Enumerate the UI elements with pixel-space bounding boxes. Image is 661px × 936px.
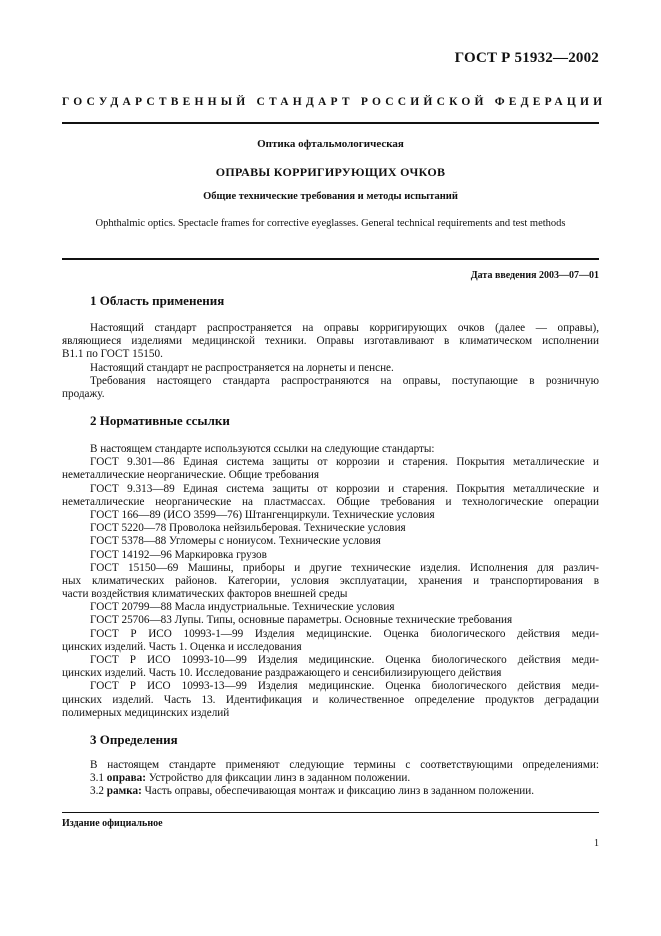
reference-line: ГОСТ 166—89 (ИСО 3599—76) Штангенциркули. Технические условия [90, 508, 435, 521]
definition-term: оправа: [106, 772, 146, 785]
section-body-definitions [90, 759, 599, 799]
definition-item [90, 785, 599, 798]
definitions-intro: В настоящем стандарте применяют следующие термины с соответствующими определениями: [90, 759, 599, 771]
reference-line: полимерных медицинских изделий [62, 706, 230, 719]
definition-text: Часть оправы, обеспечивающая монтаж и фиксацию линз в заданном положении. [144, 785, 535, 798]
reference-line: ГОСТ 25706—83 Лупы. Типы, основные параметры. Основные технические требования [90, 614, 513, 627]
paragraph-line: Настоящий стандарт не распространяется на лорнеты и пенсне. [90, 361, 394, 374]
title-bottom-rule [62, 258, 599, 260]
state-standard-title: ГОСУДАРСТВЕННЫЙ СТАНДАРТ РОССИЙСКОЙ ФЕДЕРАЦИИ [62, 96, 607, 108]
paragraph-line: Настоящий стандарт распространяется на оправы корригирующих очков (далее — оправы), [90, 322, 599, 334]
reference-line: цинских изделий. Часть 1. Оценка и исследования [62, 640, 302, 653]
reference-line: ГОСТ Р ИСО 10993-1—99 Изделия медицинские. Оценка биологического действия меди- [90, 627, 599, 640]
section-heading-scope: 1 Область применения [90, 293, 225, 308]
paragraph-line: продажу. [62, 387, 105, 400]
reference-line: В настоящем стандарте используются ссылки на следующие стандарты: [90, 443, 435, 455]
english-title: Ophthalmic optics. Spectacle frames for corrective eyeglasses. General technical requirements and test methods [95, 218, 566, 229]
definition-text: Устройство для фиксации линз в заданном положении. [148, 772, 411, 785]
section-body-references [62, 443, 599, 720]
reference-line: неметаллические неорганические. Общие требования [62, 469, 319, 482]
reference-line: ГОСТ Р ИСО 10993-13—99 Изделия медицинские. Оценка биологического действия меди- [90, 680, 599, 693]
section-body-scope [62, 322, 599, 401]
reference-line: ГОСТ 5378—88 Угломеры с нониусом. Технические условия [90, 535, 381, 548]
reference-line: цинских изделий. Часть 13. Идентификация и количественное определение продуктов деградации [62, 693, 599, 706]
definition-number: 3.2 [90, 785, 104, 798]
reference-line: ГОСТ 14192—96 Маркировка грузов [90, 548, 267, 561]
page-number: 1 [594, 838, 599, 849]
reference-line: ГОСТ 9.301—86 Единая система защиты от коррозии и старения. Покрытия металлические и [90, 456, 599, 469]
edition-label: Издание официальное [62, 818, 163, 829]
paragraph-line: Требования настоящего стандарта распространяются на оправы, поступающие в розничную [90, 374, 599, 387]
reference-line: ГОСТ 9.313—89 Единая система защиты от коррозии и старения. Покрытия металлические и [90, 482, 599, 495]
reference-line: части воздействия климатических факторов внешней среды [62, 588, 348, 601]
section-heading-definitions: 3 Определения [90, 732, 178, 747]
definition-item [90, 772, 599, 785]
reference-line: ГОСТ 5220—78 Проволока нейзильберовая. Технические условия [90, 522, 406, 535]
reference-line: ГОСТ Р ИСО 10993-10—99 Изделия медицинские. Оценка биологического действия меди- [90, 654, 599, 666]
footer-rule [62, 812, 599, 813]
standard-subject: Оптика офтальмологическая [257, 138, 404, 150]
paragraph-line: В1.1 по ГОСТ 15150. [62, 348, 163, 361]
standard-name: ОПРАВЫ КОРРИГИРУЮЩИХ ОЧКОВ [215, 165, 446, 179]
reference-line: неметаллические неорганические на пластмассах. Общие требования и технологические операции [62, 495, 599, 508]
reference-line: цинских изделий. Часть 10. Исследование раздражающего и сенсибилизирующего действия [62, 667, 502, 680]
section-heading-references: 2 Нормативные ссылки [90, 413, 230, 428]
reference-line: ГОСТ 20799—88 Масла индустриальные. Технические условия [90, 601, 395, 614]
definition-number: 3.1 [90, 772, 104, 785]
reference-line: ных климатических районов. Категории, условия эксплуатации, хранения и транспортирования в [62, 574, 599, 587]
reference-line: ГОСТ 15150—69 Машины, приборы и другие технические изделия. Исполнения для различ- [90, 561, 599, 574]
definition-term: рамка: [106, 785, 142, 798]
standard-subtitle: Общие технические требования и методы испытаний [203, 191, 458, 202]
document-number: ГОСТ Р 51932—2002 [454, 50, 599, 66]
top-rule [62, 122, 599, 124]
introduction-date: Дата введения 2003—07—01 [470, 270, 599, 281]
paragraph-line: являющиеся изделиями медицинской техники. Оправы изготавливают в климатическом исполнении [62, 335, 599, 348]
